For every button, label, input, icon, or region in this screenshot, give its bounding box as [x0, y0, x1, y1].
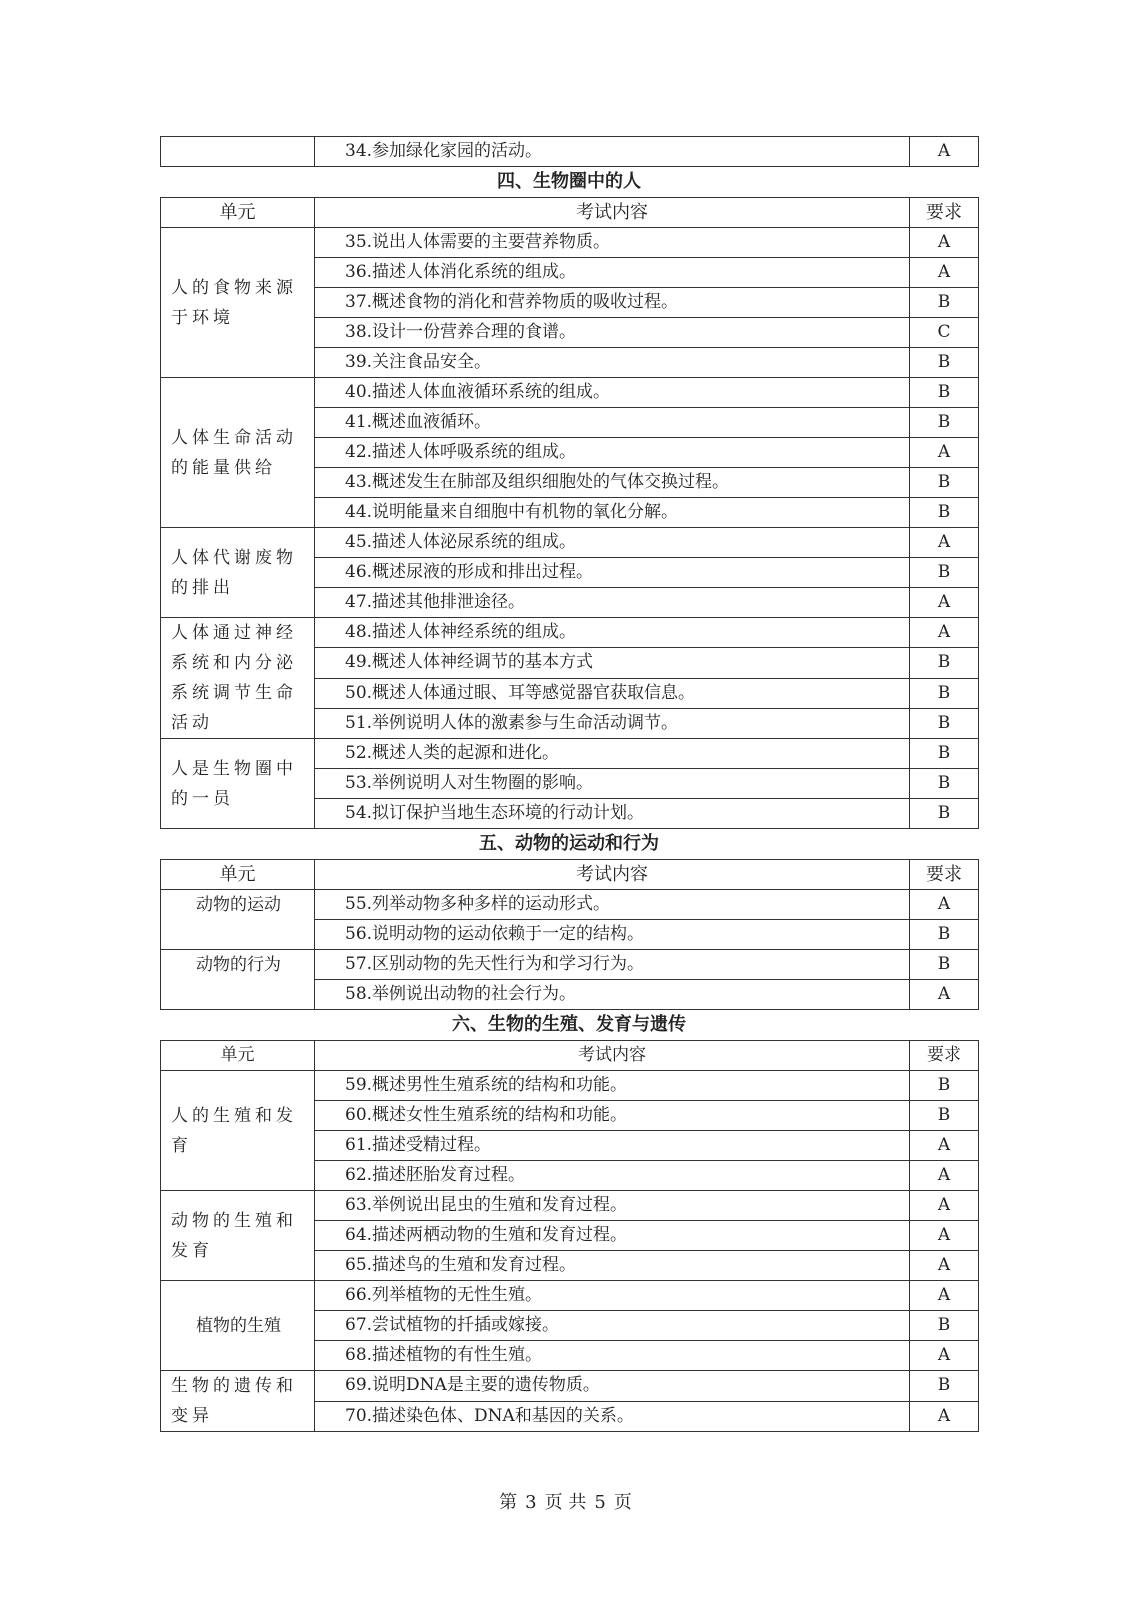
- content-cell: 47.描述其他排泄途径。: [315, 588, 910, 618]
- requirement-cell: B: [910, 378, 979, 408]
- requirement-cell: A: [910, 618, 979, 648]
- content-cell: 36.描述人体消化系统的组成。: [315, 258, 910, 288]
- unit-cell: 人体通过神经系统和内分泌系统调节生命活动: [161, 618, 315, 739]
- requirement-cell: B: [910, 648, 979, 678]
- content-cell: 39.关注食品安全。: [315, 348, 910, 378]
- table-row: [161, 950, 979, 980]
- section-title: 五、动物的运动和行为: [479, 833, 659, 854]
- requirement-cell: B: [910, 678, 979, 708]
- content-cell: 50.概述人体通过眼、耳等感觉器官获取信息。: [315, 678, 910, 708]
- section-title: 四、生物圈中的人: [497, 171, 641, 192]
- requirement-cell: B: [910, 1371, 979, 1402]
- requirement-cell: B: [910, 920, 979, 950]
- header-requirement: 要求: [910, 198, 979, 228]
- content-cell: 49.概述人体神经调节的基本方式: [315, 648, 910, 678]
- section-table: [160, 1040, 979, 1432]
- table-row: [161, 890, 979, 920]
- unit-cell: 人体代谢废物的排出: [161, 528, 315, 618]
- content-cell: 67.尝试植物的扦插或嫁接。: [315, 1311, 910, 1341]
- table-row: [161, 528, 979, 558]
- requirement-cell: B: [910, 1101, 979, 1131]
- table-row: [161, 1371, 979, 1402]
- header-row: [161, 198, 979, 228]
- table-row: [161, 228, 979, 258]
- content-cell: 42.描述人体呼吸系统的组成。: [315, 438, 910, 468]
- content-cell: 52.概述人类的起源和进化。: [315, 739, 910, 769]
- requirement-cell: A: [910, 1131, 979, 1161]
- requirement-cell: A: [910, 1221, 979, 1251]
- header-row: [161, 1041, 979, 1071]
- section-title: 六、生物的生殖、发育与遗传: [452, 1014, 686, 1035]
- requirement-cell: A: [910, 528, 979, 558]
- content-cell: 66.列举植物的无性生殖。: [315, 1281, 910, 1311]
- content-cell: 35.说出人体需要的主要营养物质。: [315, 228, 910, 258]
- requirement-cell: B: [910, 950, 979, 980]
- table-row: [161, 1281, 979, 1311]
- requirement-cell: A: [910, 890, 979, 920]
- document: [160, 136, 978, 1432]
- requirement-cell: B: [910, 1311, 979, 1341]
- requirement-cell: B: [910, 408, 979, 438]
- total-page-number: 5: [594, 1492, 606, 1513]
- content-cell: 44.说明能量来自细胞中有机物的氧化分解。: [315, 498, 910, 528]
- content-cell: 64.描述两栖动物的生殖和发育过程。: [315, 1221, 910, 1251]
- requirement-cell: A: [910, 1251, 979, 1281]
- section-table: [160, 197, 979, 829]
- requirement-cell: A: [910, 588, 979, 618]
- unit-cell: 生物的遗传和变异: [161, 1371, 315, 1432]
- header-unit: 单元: [161, 198, 315, 228]
- content-cell: 60.概述女性生殖系统的结构和功能。: [315, 1101, 910, 1131]
- header-content: 考试内容: [315, 198, 910, 228]
- table-row: [161, 378, 979, 408]
- content-cell: 62.描述胚胎发育过程。: [315, 1161, 910, 1191]
- requirement-cell: B: [910, 348, 979, 378]
- header-unit: 单元: [161, 860, 315, 890]
- unit-cell: 人体生命活动的能量供给: [161, 378, 315, 528]
- table-row: [161, 739, 979, 769]
- requirement-cell: A: [910, 137, 979, 167]
- header-content: 考试内容: [315, 1041, 910, 1071]
- requirement-cell: B: [910, 558, 979, 588]
- content-cell: 61.描述受精过程。: [315, 1131, 910, 1161]
- table-row: [161, 1071, 979, 1101]
- requirement-cell: B: [910, 769, 979, 799]
- header-content: 考试内容: [315, 860, 910, 890]
- footer-prefix: 第: [499, 1492, 518, 1513]
- content-cell: 59.概述男性生殖系统的结构和功能。: [315, 1071, 910, 1101]
- requirement-cell: A: [910, 1161, 979, 1191]
- requirement-cell: B: [910, 1071, 979, 1101]
- content-cell: 34.参加绿化家园的活动。: [315, 137, 910, 167]
- content-cell: 57.区别动物的先天性行为和学习行为。: [315, 950, 910, 980]
- requirement-cell: A: [910, 980, 979, 1010]
- page-footer: [0, 1488, 1131, 1514]
- content-cell: 37.概述食物的消化和营养物质的吸收过程。: [315, 288, 910, 318]
- requirement-cell: A: [910, 1401, 979, 1432]
- content-cell: 56.说明动物的运动依赖于一定的结构。: [315, 920, 910, 950]
- requirement-cell: B: [910, 498, 979, 528]
- table-row: [161, 1191, 979, 1221]
- header-unit: 单元: [161, 1041, 315, 1071]
- content-cell: 58.举例说出动物的社会行为。: [315, 980, 910, 1010]
- header-requirement: 要求: [910, 1041, 979, 1071]
- content-cell: 55.列举动物多种多样的运动形式。: [315, 890, 910, 920]
- unit-cell: 植物的生殖: [161, 1281, 315, 1371]
- table-row: [161, 137, 979, 167]
- content-cell: 40.描述人体血液循环系统的组成。: [315, 378, 910, 408]
- content-cell: 53.举例说明人对生物圈的影响。: [315, 769, 910, 799]
- requirement-cell: B: [910, 288, 979, 318]
- requirement-cell: A: [910, 228, 979, 258]
- unit-cell: 动物的行为: [161, 950, 315, 1010]
- content-cell: 68.描述植物的有性生殖。: [315, 1341, 910, 1371]
- header-row: [161, 860, 979, 890]
- unit-cell: 动物的运动: [161, 890, 315, 950]
- requirement-cell: A: [910, 438, 979, 468]
- requirement-cell: C: [910, 318, 979, 348]
- section-table: [160, 859, 979, 1010]
- header-requirement: 要求: [910, 860, 979, 890]
- requirement-cell: A: [910, 1341, 979, 1371]
- content-cell: 70.描述染色体、DNA和基因的关系。: [315, 1401, 910, 1432]
- content-cell: 54.拟订保护当地生态环境的行动计划。: [315, 799, 910, 829]
- content-cell: 43.概述发生在肺部及组织细胞处的气体交换过程。: [315, 468, 910, 498]
- content-cell: 46.概述尿液的形成和排出过程。: [315, 558, 910, 588]
- content-cell: 51.举例说明人体的激素参与生命活动调节。: [315, 708, 910, 738]
- table-continued: [160, 136, 979, 167]
- unit-cell-empty: [161, 137, 315, 167]
- table-row: [161, 618, 979, 648]
- current-page-number: 3: [525, 1492, 537, 1513]
- requirement-cell: A: [910, 1191, 979, 1221]
- unit-cell: 人的生殖和发育: [161, 1071, 315, 1191]
- unit-cell: 动物的生殖和发育: [161, 1191, 315, 1281]
- content-cell: 38.设计一份营养合理的食谱。: [315, 318, 910, 348]
- requirement-cell: B: [910, 708, 979, 738]
- unit-cell: 人是生物圈中的一员: [161, 739, 315, 829]
- content-cell: 41.概述血液循环。: [315, 408, 910, 438]
- requirement-cell: A: [910, 258, 979, 288]
- unit-cell: 人的食物来源于环境: [161, 228, 315, 378]
- requirement-cell: B: [910, 799, 979, 829]
- footer-suffix: 页: [613, 1492, 632, 1513]
- content-cell: 48.描述人体神经系统的组成。: [315, 618, 910, 648]
- requirement-cell: B: [910, 739, 979, 769]
- content-cell: 65.描述鸟的生殖和发育过程。: [315, 1251, 910, 1281]
- requirement-cell: A: [910, 1281, 979, 1311]
- requirement-cell: B: [910, 468, 979, 498]
- content-cell: 69.说明DNA是主要的遗传物质。: [315, 1371, 910, 1402]
- footer-mid: 页 共: [544, 1492, 587, 1513]
- content-cell: 45.描述人体泌尿系统的组成。: [315, 528, 910, 558]
- content-cell: 63.举例说出昆虫的生殖和发育过程。: [315, 1191, 910, 1221]
